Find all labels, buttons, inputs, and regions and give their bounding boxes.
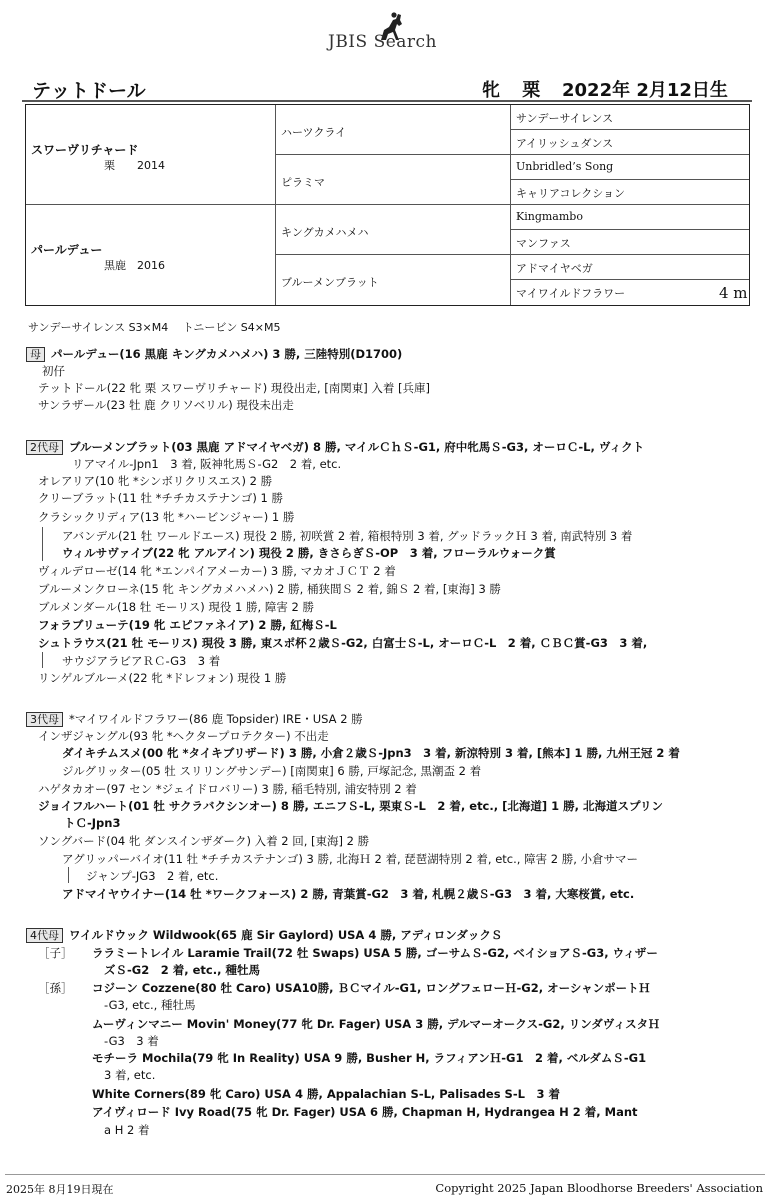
gen3-name[interactable]: キャリアコレクション: [516, 187, 626, 200]
dam-name[interactable]: パールデュー: [31, 243, 103, 257]
section-line[interactable]: ウィルサヴァイブ(22 牝 アルアイン) 現役 2 勝, きさらぎＳ-OP 3 着, フローラルウォーク賞: [62, 546, 556, 560]
offspring-label: ［子］: [38, 946, 73, 960]
sire-name[interactable]: スワーヴリチャード: [31, 143, 139, 157]
dam-line[interactable]: パールデュー(16 黒鹿 キングカメハメハ) 3 勝, 三陸特別(D1700): [51, 347, 403, 361]
section-line: ズＳ-G2 2 着, etc., 種牡馬: [104, 963, 260, 977]
pedigree-gen3-cell: [511, 130, 749, 155]
dam-detail: 黒鹿 2016: [104, 259, 165, 272]
pedigree-gen2-cell: [276, 155, 511, 205]
gen2-tag: 2代母: [26, 440, 63, 455]
pedigree-gen3-cell: [511, 155, 749, 180]
gen3-name[interactable]: マイワイルドフラワー: [516, 287, 626, 300]
section-line[interactable]: ダイキチムスメ(00 牝 *タイキブリザード) 3 勝, 小倉２歳Ｓ-Jpn3 3 着, 新涼特別 3 着, [熊本] 1 勝, 九州王冠 2 着: [62, 746, 680, 760]
section-line[interactable]: ハゲタカオー(97 セン *ジェイドロバリー) 3 勝, 稲毛特別, 浦安特別 2 着: [38, 782, 417, 796]
section-line[interactable]: ジルグリッター(05 牡 スリリングサンデー) [南関東] 6 勝, 戸塚記念, 黒潮盃 2 着: [62, 764, 482, 778]
section-line: [26, 347, 402, 362]
section-line: リアマイル-Jpn1 3 着, 阪神牝馬Ｓ-G2 2 着, etc.: [72, 457, 342, 471]
gen3-name[interactable]: マンファス: [516, 237, 571, 250]
pedigree-gen3-cell: [511, 255, 749, 280]
gen2-name[interactable]: ピラミマ: [281, 176, 325, 189]
pedigree-gen3-cell: [511, 205, 749, 230]
section-line[interactable]: フォラブリューテ(19 牝 エピファネイア) 2 勝, 紅梅Ｓ-L: [38, 618, 337, 632]
section-line[interactable]: シュトラウス(21 牡 モーリス) 現役 3 勝, 東スポ杯２歳Ｓ-G2, 白富士Ｓ-L, オーロＣ-L 2 着, ＣＢＣ賞-G3 3 着,: [38, 636, 648, 650]
gen3-name[interactable]: アドマイヤベガ: [516, 262, 593, 275]
gen3-name[interactable]: Unbridled’s Song: [516, 160, 614, 173]
section-line[interactable]: アバンデル(21 牡 ワールドエース) 現役 2 勝, 初咲賞 2 着, 箱根特別 3 着, グッドラックＨ 3 着, 南武特別 3 着: [62, 529, 633, 543]
pedigree-table: [25, 104, 750, 306]
section-line: [26, 440, 644, 455]
dam-tag: 母: [26, 347, 45, 362]
gen2-name[interactable]: ハーツクライ: [281, 126, 347, 139]
section-line[interactable]: モチーラ Mochila(79 牝 In Reality) USA 9 勝, Busher H, ラフィアンＨ-G1 2 着, ベルダムＳ-G1: [92, 1051, 647, 1065]
section-line[interactable]: ブルメンダール(18 牡 モーリス) 現役 1 勝, 障害 2 勝: [38, 600, 314, 614]
logo-text: JBIS Search: [328, 32, 438, 52]
gen2-name[interactable]: ブルーメンブラット: [281, 276, 379, 289]
pedigree-sire-cell: [26, 105, 276, 205]
horse-header: [22, 60, 752, 102]
pedigree-gen3-cell: [511, 105, 749, 130]
section-line[interactable]: ブルーメンクローネ(15 牝 キングカメハメハ) 2 勝, 桶狭間Ｓ 2 着, 錦Ｓ 2 着, [東海] 3 勝: [38, 582, 501, 596]
section-line[interactable]: クラシックリディア(13 牝 *ハービンジャー) 1 勝: [38, 510, 295, 524]
section-line[interactable]: ムーヴィンマニー Movin' Money(77 牝 Dr. Fager) USA 3 勝, デルマーオークス-G2, リンダヴィスタＨ: [92, 1017, 660, 1031]
pedigree-gen3-cell: [511, 280, 749, 305]
gen3-tag: 3代母: [26, 712, 63, 727]
section-line[interactable]: ジョイフルハート(01 牡 サクラバクシンオー) 8 勝, エニフＳ-L, 栗東Ｓ-L 2 着, etc., [北海道] 1 勝, 北海道スプリン: [38, 799, 664, 813]
gen4-dam-line[interactable]: ワイルドウック Wildwook(65 鹿 Sir Gaylord) USA 4 勝, アディロンダックＳ: [69, 928, 503, 942]
section-line: トＣ-Jpn3: [64, 816, 121, 830]
section-line[interactable]: インザジャングル(93 牝 *ヘクタープロテクター) 不出走: [38, 729, 329, 743]
family-number: 4 m: [719, 284, 748, 302]
section-line[interactable]: ソングバード(04 牝 ダンスインザダーク) 入着 2 回, [東海] 2 勝: [38, 834, 370, 848]
pedigree-gen2-cell: [276, 205, 511, 255]
jbis-search-logo[interactable]: [328, 6, 468, 54]
pedigree-dam-cell: [26, 205, 276, 305]
section-line[interactable]: クリーブラット(11 牡 *チチカステナンゴ) 1 勝: [38, 491, 283, 505]
section-line[interactable]: ヴィルデローゼ(14 牝 *エンパイアメーカー) 3 勝, マカオＪＣＴ 2 着: [38, 564, 396, 578]
horse-birth-date: 2022年 2月12日生: [562, 80, 728, 101]
section-line: [26, 928, 502, 943]
gen3-name[interactable]: サンデーサイレンス: [516, 112, 614, 125]
section-line: -G3, etc., 種牡馬: [104, 998, 196, 1012]
pedigree-gen3-cell: [511, 180, 749, 205]
section-line[interactable]: コジーン Cozzene(80 牡 Caro) USA10勝, ＢＣマイル-G1, ロングフェローＨ-G2, オーシャンポートＨ: [92, 981, 651, 995]
horse-sex-color: 牝 栗: [482, 80, 549, 101]
section-line[interactable]: テットドール(22 牝 栗 スワーヴリチャード) 現役出走, [南関東] 入着 [兵庫]: [38, 381, 430, 395]
section-line: サウジアラビアＲＣ-G3 3 着: [62, 654, 221, 668]
gen3-dam-line[interactable]: *マイワイルドフラワー(86 鹿 Topsider) IRE・USA 2 勝: [69, 712, 363, 726]
inbreeding-info: サンデーサイレンス S3×M4 トニービン S4×M5: [28, 321, 281, 334]
grandchild-label: ［孫］: [38, 981, 73, 995]
footer-divider: [5, 1174, 765, 1175]
gen2-dam-line[interactable]: ブルーメンブラット(03 黒鹿 アドマイヤベガ) 8 勝, マイルＣｈＳ-G1, 府中牝馬Ｓ-G3, オーロＣ-L, ヴィクト: [69, 440, 645, 454]
tree-connector: [42, 652, 43, 668]
section-line[interactable]: リンゲルブルーメ(22 牝 *ドレフォン) 現役 1 勝: [38, 671, 287, 685]
sire-detail: 栗 2014: [104, 159, 165, 172]
section-line: -G3 3 着: [104, 1034, 159, 1048]
tree-connector: [68, 867, 69, 883]
pedigree-gen2-cell: [276, 255, 511, 305]
section-line: [26, 712, 363, 727]
horse-name: テットドール: [32, 80, 146, 102]
section-line: a H 2 着: [104, 1123, 150, 1137]
section-line[interactable]: アグリッパーバイオ(11 牡 *チチカステナンゴ) 3 勝, 北海Ｈ 2 着, 琵琶湖特別 2 着, etc., 障害 2 勝, 小倉サマー: [62, 852, 639, 866]
section-line: ジャンプ-JG3 2 着, etc.: [86, 869, 219, 883]
section-line[interactable]: アイヴィロード Ivy Road(75 牝 Dr. Fager) USA 6 勝, Chapman H, Hydrangea H 2 着, Mant: [92, 1105, 638, 1119]
gen4-tag: 4代母: [26, 928, 63, 943]
pedigree-gen3-cell: [511, 230, 749, 255]
section-line[interactable]: アドマイヤウイナー(14 牡 *ワークフォース) 2 勝, 青葉賞-G2 3 着, 札幌２歳Ｓ-G3 3 着, 大寒桜賞, etc.: [62, 887, 635, 901]
footer-date: 2025年 8月19日現在: [6, 1183, 114, 1196]
gen3-name[interactable]: アイリッシュダンス: [516, 137, 614, 150]
section-line[interactable]: オレアリア(10 牝 *シンボリクリスエス) 2 勝: [38, 474, 273, 488]
gen3-name[interactable]: Kingmambo: [516, 210, 583, 223]
section-line[interactable]: ララミートレイル Laramie Trail(72 牡 Swaps) USA 5 勝, ゴーサムＳ-G2, ベイショアＳ-G3, ウィザー: [92, 946, 658, 960]
pedigree-gen2-cell: [276, 105, 511, 155]
section-line: 初仔: [42, 364, 65, 378]
section-line: 3 着, etc.: [104, 1068, 156, 1082]
gen2-name[interactable]: キングカメハメハ: [281, 226, 369, 239]
section-line[interactable]: White Corners(89 牝 Caro) USA 4 勝, Appalachian S-L, Palisades S-L 3 着: [92, 1087, 560, 1101]
tree-connector: [42, 527, 43, 561]
footer-copyright: Copyright 2025 Japan Bloodhorse Breeders' Association: [435, 1181, 763, 1195]
section-line[interactable]: サンラザール(23 牡 鹿 クリソベリル) 現役未出走: [38, 398, 294, 412]
